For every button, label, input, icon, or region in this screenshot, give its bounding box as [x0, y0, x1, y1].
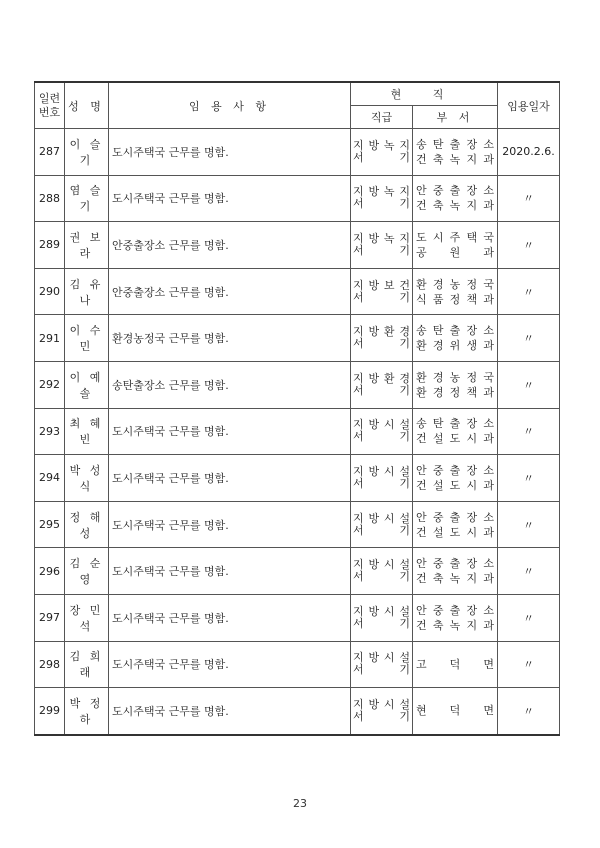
- dept-char: 녹: [449, 152, 461, 166]
- dept-char: 송: [416, 324, 427, 338]
- row-number: 291: [35, 315, 65, 362]
- dept-char: 녹: [449, 572, 461, 586]
- rank-char: 방: [368, 371, 380, 385]
- row-rank: [351, 501, 413, 548]
- dept-char: 과: [483, 525, 494, 539]
- dept-char: 농: [449, 370, 461, 384]
- dept-char: 설: [432, 478, 444, 492]
- rank-char: 기: [399, 709, 410, 723]
- dept-char: 경: [432, 339, 444, 353]
- rank-char: 녹: [383, 185, 395, 199]
- rank-char: 지: [353, 231, 364, 245]
- row-content: 도시주택국 근무를 명함.: [109, 641, 351, 688]
- dept-char: 안: [416, 557, 427, 571]
- header-appointment: 임 용 사 항: [109, 82, 351, 129]
- rank-char: 지: [353, 418, 364, 432]
- dept-char: 면: [483, 704, 494, 718]
- rank-char: 서: [353, 709, 364, 723]
- rank-char: 지: [353, 138, 364, 152]
- rank-char: 설: [399, 511, 410, 525]
- row-content: 도시주택국 근무를 명함.: [109, 594, 351, 641]
- rank-char: 방: [368, 464, 380, 478]
- dept-char: 과: [483, 572, 494, 586]
- dept-char: 과: [483, 152, 494, 166]
- dept-char: 국: [483, 370, 494, 384]
- header-serial-top: 일련: [38, 91, 61, 105]
- row-content: 도시주택국 근무를 명함.: [109, 129, 351, 176]
- dept-char: 환: [416, 385, 427, 399]
- row-date: 〃: [498, 641, 560, 688]
- dept-char: 소: [483, 184, 494, 198]
- dept-char: 건: [416, 572, 427, 586]
- rank-char: 시: [383, 651, 395, 665]
- row-rank: [351, 594, 413, 641]
- row-rank: [351, 408, 413, 455]
- dept-char: 생: [466, 339, 478, 353]
- table-row: [35, 455, 560, 502]
- row-dept: [413, 594, 498, 641]
- dept-char: 공: [416, 245, 427, 259]
- row-number: 294: [35, 455, 65, 502]
- row-content: 환경농정국 근무를 명함.: [109, 315, 351, 362]
- row-rank: [351, 222, 413, 269]
- table-row: [35, 548, 560, 595]
- row-content: 도시주택국 근무를 명함.: [109, 688, 351, 735]
- rank-char: 기: [399, 150, 410, 164]
- rank-char: 지: [353, 511, 364, 525]
- dept-char: 축: [432, 572, 444, 586]
- row-dept: [413, 501, 498, 548]
- rank-char: 설: [399, 464, 410, 478]
- row-content: 안중출장소 근무를 명함.: [109, 222, 351, 269]
- row-name: 정 해 성: [65, 501, 109, 548]
- dept-char: 과: [483, 292, 494, 306]
- rank-char: 환: [383, 325, 395, 339]
- rank-char: 서: [353, 383, 364, 397]
- row-number: 289: [35, 222, 65, 269]
- dept-char: 출: [449, 557, 461, 571]
- row-rank: [351, 548, 413, 595]
- dept-char: 지: [466, 199, 478, 213]
- rank-char: 설: [399, 651, 410, 665]
- dept-char: 시: [466, 432, 478, 446]
- rank-char: 방: [368, 697, 380, 711]
- table-row: [35, 268, 560, 315]
- rank-char: 시: [383, 418, 395, 432]
- rank-char: 서: [353, 663, 364, 677]
- dept-char: 책: [466, 385, 478, 399]
- rank-char: 설: [399, 604, 410, 618]
- header-serial-bottom: 번호: [38, 105, 61, 119]
- dept-char: 국: [483, 277, 494, 291]
- rank-char: 서: [353, 570, 364, 584]
- row-name: 장 민 석: [65, 594, 109, 641]
- rank-char: 보: [383, 278, 395, 292]
- table-row: [35, 315, 560, 362]
- rank-char: 지: [399, 138, 410, 152]
- rank-char: 방: [368, 651, 380, 665]
- row-rank: [351, 268, 413, 315]
- dept-char: 안: [416, 510, 427, 524]
- row-name: 이 예 솔: [65, 361, 109, 408]
- dept-char: 건: [416, 152, 427, 166]
- row-number: 296: [35, 548, 65, 595]
- dept-char: 경: [432, 385, 444, 399]
- rank-char: 지: [353, 464, 364, 478]
- dept-char: 택: [466, 230, 478, 244]
- row-dept: [413, 222, 498, 269]
- row-date: 2020.2.6.: [498, 129, 560, 176]
- row-dept: [413, 315, 498, 362]
- rank-char: 방: [368, 278, 380, 292]
- dept-char: 축: [432, 618, 444, 632]
- row-rank: [351, 641, 413, 688]
- dept-char: 과: [483, 245, 494, 259]
- rank-char: 지: [353, 185, 364, 199]
- row-rank: [351, 175, 413, 222]
- rank-char: 기: [399, 523, 410, 537]
- row-name: 김 순 영: [65, 548, 109, 595]
- row-date: 〃: [498, 175, 560, 222]
- dept-char: 과: [483, 618, 494, 632]
- dept-char: 탄: [432, 137, 444, 151]
- dept-char: 환: [416, 277, 427, 291]
- dept-char: 과: [483, 478, 494, 492]
- row-date: 〃: [498, 594, 560, 641]
- row-number: 293: [35, 408, 65, 455]
- row-dept: [413, 548, 498, 595]
- dept-char: 장: [466, 463, 478, 477]
- dept-char: 중: [432, 184, 444, 198]
- rank-char: 지: [353, 558, 364, 572]
- dept-char: 안: [416, 463, 427, 477]
- dept-char: 정: [449, 292, 461, 306]
- row-number: 295: [35, 501, 65, 548]
- dept-char: 건: [416, 432, 427, 446]
- dept-char: 국: [483, 230, 494, 244]
- rank-char: 기: [399, 243, 410, 257]
- rank-char: 서: [353, 616, 364, 630]
- rank-char: 녹: [383, 231, 395, 245]
- dept-char: 시: [466, 525, 478, 539]
- row-dept: [413, 268, 498, 315]
- row-content: 송탄출장소 근무를 명함.: [109, 361, 351, 408]
- table-row: [35, 594, 560, 641]
- dept-char: 농: [449, 277, 461, 291]
- row-number: 288: [35, 175, 65, 222]
- dept-char: 소: [483, 324, 494, 338]
- dept-char: 품: [432, 292, 444, 306]
- rank-char: 건: [399, 278, 410, 292]
- row-content: 도시주택국 근무를 명함.: [109, 455, 351, 502]
- dept-char: 송: [416, 417, 427, 431]
- dept-char: 출: [449, 603, 461, 617]
- dept-char: 환: [416, 370, 427, 384]
- row-date: 〃: [498, 501, 560, 548]
- dept-char: 녹: [449, 199, 461, 213]
- row-number: 290: [35, 268, 65, 315]
- row-date: 〃: [498, 455, 560, 502]
- rank-char: 서: [353, 243, 364, 257]
- dept-char: 경: [432, 277, 444, 291]
- dept-char: 소: [483, 137, 494, 151]
- row-date: 〃: [498, 268, 560, 315]
- dept-char: 탄: [432, 417, 444, 431]
- row-rank: [351, 455, 413, 502]
- row-rank: [351, 361, 413, 408]
- dept-char: 도: [449, 525, 461, 539]
- dept-char: 식: [416, 292, 427, 306]
- header-current: 현 직: [351, 82, 498, 106]
- rank-char: 기: [399, 616, 410, 630]
- row-dept: [413, 408, 498, 455]
- table-row: [35, 361, 560, 408]
- rank-char: 지: [353, 604, 364, 618]
- table-row: [35, 688, 560, 735]
- dept-char: 장: [466, 603, 478, 617]
- rank-char: 기: [399, 290, 410, 304]
- dept-char: 중: [432, 603, 444, 617]
- row-name: 김 희 래: [65, 641, 109, 688]
- row-content: 도시주택국 근무를 명함.: [109, 175, 351, 222]
- row-dept: [413, 641, 498, 688]
- row-date: 〃: [498, 688, 560, 735]
- dept-char: 중: [432, 510, 444, 524]
- dept-char: 장: [466, 137, 478, 151]
- dept-char: 정: [466, 277, 478, 291]
- dept-char: 과: [483, 339, 494, 353]
- row-name: 염 슬 기: [65, 175, 109, 222]
- header-rank: 직급: [351, 106, 413, 129]
- dept-char: 정: [466, 370, 478, 384]
- row-name: 최 혜 빈: [65, 408, 109, 455]
- dept-char: 축: [432, 199, 444, 213]
- dept-char: 출: [449, 184, 461, 198]
- dept-char: 송: [416, 137, 427, 151]
- row-name: 박 성 식: [65, 455, 109, 502]
- rank-char: 서: [353, 150, 364, 164]
- dept-char: 중: [432, 463, 444, 477]
- rank-char: 서: [353, 430, 364, 444]
- rank-char: 기: [399, 337, 410, 351]
- row-date: 〃: [498, 315, 560, 362]
- row-number: 298: [35, 641, 65, 688]
- dept-char: 안: [416, 603, 427, 617]
- dept-char: 소: [483, 510, 494, 524]
- rank-char: 경: [399, 371, 410, 385]
- dept-char: 장: [466, 417, 478, 431]
- rank-char: 시: [383, 464, 395, 478]
- rank-char: 방: [368, 325, 380, 339]
- dept-char: 장: [466, 324, 478, 338]
- dept-char: 과: [483, 199, 494, 213]
- page-number: 23: [293, 797, 307, 810]
- dept-char: 출: [449, 137, 461, 151]
- header-date: 임용일자: [498, 82, 560, 129]
- appointment-table: [34, 81, 560, 736]
- rank-char: 지: [353, 325, 364, 339]
- dept-char: 출: [449, 463, 461, 477]
- dept-char: 안: [416, 184, 427, 198]
- dept-char: 건: [416, 199, 427, 213]
- rank-char: 방: [368, 558, 380, 572]
- rank-char: 기: [399, 383, 410, 397]
- table-row: [35, 501, 560, 548]
- row-content: 도시주택국 근무를 명함.: [109, 408, 351, 455]
- rank-char: 서: [353, 523, 364, 537]
- dept-char: 과: [483, 432, 494, 446]
- rank-char: 기: [399, 476, 410, 490]
- rank-char: 서: [353, 476, 364, 490]
- row-dept: [413, 455, 498, 502]
- row-content: 도시주택국 근무를 명함.: [109, 501, 351, 548]
- dept-char: 원: [449, 245, 461, 259]
- rank-char: 설: [399, 558, 410, 572]
- row-number: 292: [35, 361, 65, 408]
- rank-char: 기: [399, 663, 410, 677]
- rank-char: 방: [368, 231, 380, 245]
- dept-char: 덕: [449, 657, 461, 671]
- table-row: [35, 129, 560, 176]
- dept-char: 책: [466, 292, 478, 306]
- rank-char: 녹: [383, 138, 395, 152]
- dept-char: 출: [449, 324, 461, 338]
- row-date: 〃: [498, 222, 560, 269]
- rank-char: 기: [399, 430, 410, 444]
- rank-char: 방: [368, 138, 380, 152]
- dept-char: 고: [416, 657, 427, 671]
- dept-char: 덕: [449, 704, 461, 718]
- dept-char: 장: [466, 184, 478, 198]
- row-dept: [413, 175, 498, 222]
- rank-char: 방: [368, 511, 380, 525]
- row-date: 〃: [498, 548, 560, 595]
- row-name: 김 유 나: [65, 268, 109, 315]
- dept-char: 도: [449, 432, 461, 446]
- row-date: 〃: [498, 408, 560, 455]
- dept-char: 축: [432, 152, 444, 166]
- table-row: [35, 641, 560, 688]
- rank-char: 설: [399, 697, 410, 711]
- rank-char: 서: [353, 337, 364, 351]
- rank-char: 기: [399, 197, 410, 211]
- dept-char: 장: [466, 510, 478, 524]
- rank-char: 서: [353, 197, 364, 211]
- dept-char: 도: [416, 230, 427, 244]
- row-date: 〃: [498, 361, 560, 408]
- dept-char: 건: [416, 478, 427, 492]
- dept-char: 소: [483, 557, 494, 571]
- table-row: [35, 222, 560, 269]
- row-name: 권 보 라: [65, 222, 109, 269]
- dept-char: 환: [416, 339, 427, 353]
- rank-char: 서: [353, 290, 364, 304]
- rank-char: 경: [399, 325, 410, 339]
- dept-char: 시: [466, 478, 478, 492]
- rank-char: 방: [368, 185, 380, 199]
- rank-char: 방: [368, 418, 380, 432]
- rank-char: 시: [383, 604, 395, 618]
- dept-char: 건: [416, 525, 427, 539]
- row-rank: [351, 688, 413, 735]
- dept-char: 설: [432, 525, 444, 539]
- dept-char: 주: [449, 230, 461, 244]
- dept-char: 지: [466, 152, 478, 166]
- row-name: 이 수 민: [65, 315, 109, 362]
- dept-char: 중: [432, 557, 444, 571]
- dept-char: 장: [466, 557, 478, 571]
- row-number: 287: [35, 129, 65, 176]
- row-dept: [413, 688, 498, 735]
- dept-char: 지: [466, 618, 478, 632]
- dept-char: 경: [432, 370, 444, 384]
- row-rank: [351, 315, 413, 362]
- row-dept: [413, 361, 498, 408]
- dept-char: 설: [432, 432, 444, 446]
- dept-char: 현: [416, 704, 427, 718]
- dept-char: 정: [449, 385, 461, 399]
- dept-char: 소: [483, 463, 494, 477]
- rank-char: 지: [353, 371, 364, 385]
- dept-char: 도: [449, 478, 461, 492]
- table-row: [35, 175, 560, 222]
- dept-char: 출: [449, 510, 461, 524]
- rank-char: 설: [399, 418, 410, 432]
- rank-char: 시: [383, 558, 395, 572]
- row-rank: [351, 129, 413, 176]
- rank-char: 기: [399, 570, 410, 584]
- dept-char: 탄: [432, 324, 444, 338]
- dept-char: 지: [466, 572, 478, 586]
- dept-char: 과: [483, 385, 494, 399]
- row-name: 이 슬 기: [65, 129, 109, 176]
- dept-char: 소: [483, 417, 494, 431]
- rank-char: 방: [368, 604, 380, 618]
- row-number: 299: [35, 688, 65, 735]
- dept-char: 위: [449, 339, 461, 353]
- rank-char: 지: [353, 278, 364, 292]
- header-name: 성 명: [65, 82, 109, 129]
- rank-char: 시: [383, 697, 395, 711]
- dept-char: 출: [449, 417, 461, 431]
- header-serial: [35, 82, 65, 129]
- dept-char: 녹: [449, 618, 461, 632]
- rank-char: 지: [353, 651, 364, 665]
- rank-char: 시: [383, 511, 395, 525]
- rank-char: 환: [383, 371, 395, 385]
- dept-char: 시: [432, 230, 444, 244]
- table-row: [35, 408, 560, 455]
- rank-char: 지: [353, 697, 364, 711]
- dept-char: 소: [483, 603, 494, 617]
- row-dept: [413, 129, 498, 176]
- row-name: 박 정 하: [65, 688, 109, 735]
- dept-char: 면: [483, 657, 494, 671]
- row-content: 안중출장소 근무를 명함.: [109, 268, 351, 315]
- row-content: 도시주택국 근무를 명함.: [109, 548, 351, 595]
- header-dept: 부 서: [413, 106, 498, 129]
- dept-char: 건: [416, 618, 427, 632]
- rank-char: 지: [399, 185, 410, 199]
- rank-char: 지: [399, 231, 410, 245]
- row-number: 297: [35, 594, 65, 641]
